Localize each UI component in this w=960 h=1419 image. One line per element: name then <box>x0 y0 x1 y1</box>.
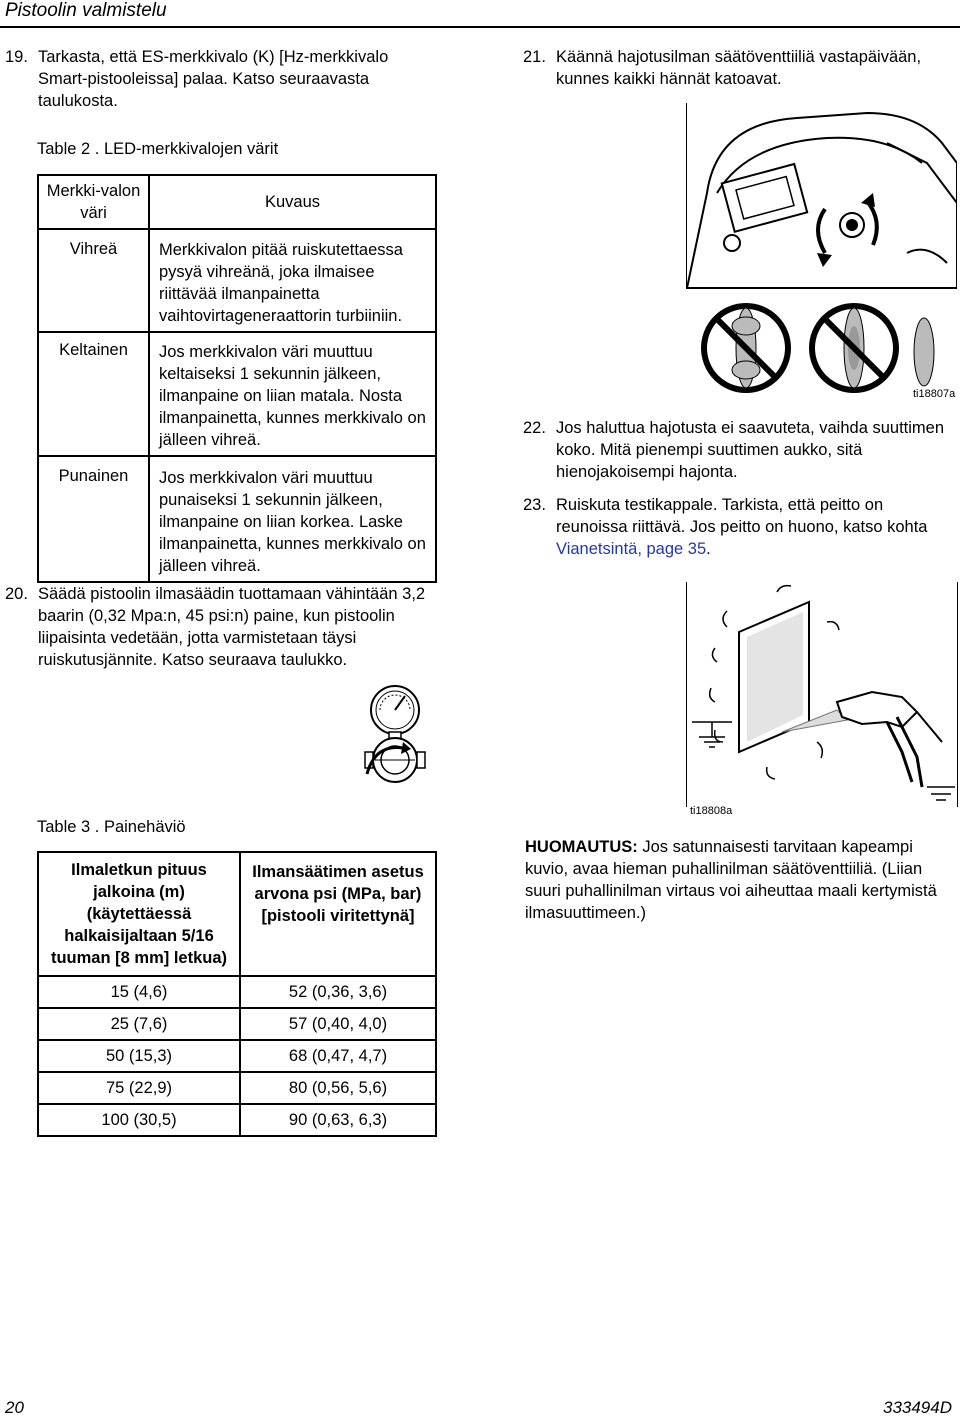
cell-regulator-setting: 52 (0,36, 3,6) <box>240 976 436 1008</box>
note-text: Jos satunnaisesti tarvitaan kapeampi kuvio, avaa hieman puhallinilman säätöventtiiliä. (Liian suuri puhallinilman virtaus voi aiheuttaa maali kertymistä ilmasuuttimeen.) <box>525 838 937 922</box>
table-header-regulator-setting: Ilmansäätimen asetus arvona psi (MPa, bar) [pistooli viritettynä] <box>240 852 436 976</box>
cell-hose-length: 75 (22,9) <box>38 1072 240 1104</box>
step-21 <box>523 46 953 90</box>
cell-regulator-setting: 90 (0,63, 6,3) <box>240 1104 436 1136</box>
step-text-after-link: . <box>706 540 711 558</box>
table-2-caption: Table 2 . LED-merkkivalojen värit <box>37 140 279 158</box>
step-19 <box>5 46 435 112</box>
table-row <box>38 1040 436 1072</box>
step-text: Käännä hajotusilman säätöventtiiliä vastapäivään, kunnes kaikki hännät katoavat. <box>556 48 922 88</box>
cell-hose-length: 15 (4,6) <box>38 976 240 1008</box>
cell-hose-length: 50 (15,3) <box>38 1040 240 1072</box>
cell-led-color: Keltainen <box>38 332 149 456</box>
step-number: 21. <box>523 48 546 66</box>
cell-regulator-setting: 68 (0,47, 4,7) <box>240 1040 436 1072</box>
page-number: 20 <box>5 1398 24 1417</box>
spray-test-illustration <box>687 582 957 807</box>
step-text-before-link: Ruiskuta testikappale. Tarkista, että peitto on reunoissa riittävä. Jos peitto on huono, katso kohta <box>556 496 928 536</box>
step-20 <box>5 583 445 671</box>
step-text: Säädä pistoolin ilmasäädin tuottamaan vähintään 3,2 baarin (0,32 Mpa:n, 45 psi:n) paine, kun pistoolin liipaisinta vedetään, jotta varmistetaan täysi ruiskutusjännite. Katso seuraava taulukko. <box>38 585 426 669</box>
step-text: Tarkasta, että ES-merkkivalo (K) [Hz-merkkivalo Smart-pistooleissa] palaa. Katso seuraavasta taulukosta. <box>38 48 389 110</box>
figure-1-label: ti18807a <box>913 388 956 400</box>
table-header-description: Kuvaus <box>149 175 436 229</box>
spray-test-illustration-frame <box>686 582 958 807</box>
step-22 <box>523 417 953 483</box>
step-23 <box>523 494 953 560</box>
step-number: 20. <box>5 585 28 603</box>
cell-hose-length: 100 (30,5) <box>38 1104 240 1136</box>
table-row <box>38 456 436 582</box>
cell-regulator-setting: 80 (0,56, 5,6) <box>240 1072 436 1104</box>
table-row <box>38 976 436 1008</box>
header-rule <box>0 26 960 28</box>
figure-2-label: ti18808a <box>690 805 733 817</box>
cell-regulator-setting: 57 (0,40, 4,0) <box>240 1008 436 1040</box>
step-number: 19. <box>5 48 28 66</box>
table-row <box>38 1104 436 1136</box>
cell-led-color: Punainen <box>38 456 149 582</box>
table-header-color: Merkki-valon väri <box>38 175 149 229</box>
step-number: 22. <box>523 419 546 437</box>
table-row <box>38 229 436 332</box>
step-text <box>556 494 953 560</box>
cell-hose-length: 25 (7,6) <box>38 1008 240 1040</box>
page-header-title: Pistoolin valmistelu <box>5 0 167 21</box>
pressure-gauge-illustration <box>345 682 445 790</box>
incorrect-spray-pattern-illustration <box>696 298 952 398</box>
cell-led-description: Jos merkkivalon väri muuttuu punaiseksi 1 sekunnin jälkeen, ilmanpaine on liian korkea. Laske ilmanpainetta, kunnes merkkivalo on jälleen vihreä. <box>149 456 436 582</box>
table-header-hose-length: Ilmaletkun pituus jalkoina (m) (käytettäessä halkaisijaltaan 5/16 tuuman [8 mm] letkua) <box>38 852 240 976</box>
table-3-caption: Table 3 . Painehäviö <box>37 818 186 836</box>
note-block <box>525 836 955 924</box>
cell-led-color: Vihreä <box>38 229 149 332</box>
table-row <box>38 1072 436 1104</box>
table-row <box>38 1008 436 1040</box>
note-label: HUOMAUTUS: <box>525 838 638 856</box>
pressure-drop-table <box>37 851 437 1137</box>
cell-led-description: Merkkivalon pitää ruiskutettaessa pysyä vihreänä, joka ilmaisee riittävää ilmanpainetta vaihtovirtageneraattorin turbiiniin. <box>149 229 436 332</box>
led-color-table <box>37 174 437 583</box>
troubleshooting-link[interactable]: Vianetsintä, page 35 <box>556 540 707 558</box>
step-number: 23. <box>523 496 546 514</box>
step-text: Jos haluttua hajotusta ei saavuteta, vaihda suuttimen koko. Mitä pienempi suuttimen aukko, sitä hienojakoisempi hajonta. <box>556 419 944 481</box>
document-number: 333494D <box>882 1398 952 1417</box>
cell-led-description: Jos merkkivalon väri muuttuu keltaiseksi 1 sekunnin jälkeen, ilmanpaine on liian matala. Nosta ilmanpainetta, kunnes merkkivalo on jälleen vihreä. <box>149 332 436 456</box>
air-cap-illustration-frame <box>686 103 957 289</box>
air-cap-illustration <box>687 103 957 288</box>
table-row <box>38 332 436 456</box>
